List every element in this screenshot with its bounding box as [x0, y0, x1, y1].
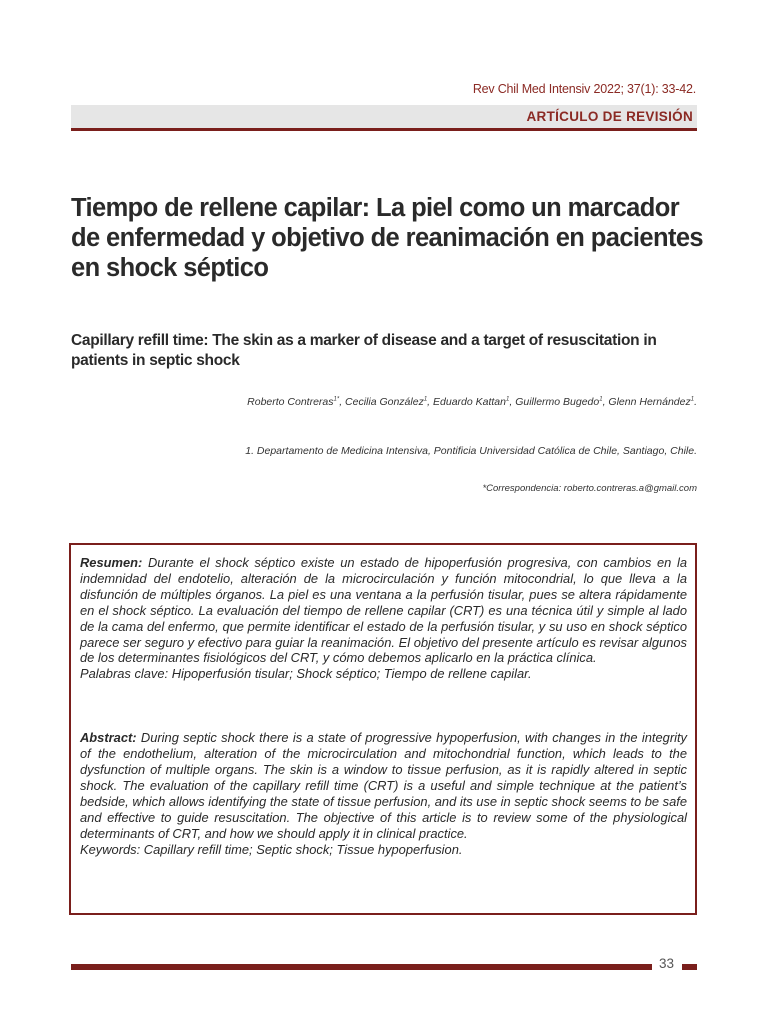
author-affiliation-mark: 1	[506, 396, 510, 403]
abstract-paragraph	[80, 730, 687, 841]
author-list: Roberto Contreras$^{1*}$, Cecilia González$^1$, Eduardo Kattan$^1$, Guillermo Bugedo$^1$, Glenn Hernández$^1$.	[247, 396, 697, 408]
abstract-keywords: Keywords: Capillary refill time; Septic shock; Tissue hypoperfusion.	[80, 841, 463, 857]
resumen-text: Durante el shock séptico existe un estado de hipoperfusión progresiva, con cambios en la indemnidad del endotelio, alteración de la microcirculación y función mitocondrial, lo que lleva a la disfunción de múltiples órganos. La piel es una ventana a la perfusión tisular, pues se altera rápidamente en el shock séptico. La evaluación del tiempo de rellene capilar (CRT) es una técnica útil y simple al lado de la cama del enfermo, que permite identificar el estado de la perfusión tisular, y su uso en shock séptico parece ser seguro y efectivo para guiar la reanimación. El objetivo del presente artículo es revisar algunos de los determinantes fisiológicos del CRT, y cómo debemos aplicarlo en la práctica clínica.	[80, 555, 687, 666]
resumen-keywords: Palabras clave: Hipoperfusión tisular; Shock séptico; Tiempo de rellene capilar.	[80, 666, 532, 682]
article-title-english: Capillary refill time: The skin as a marker of disease and a target of resuscitation in patients in septic shock	[71, 332, 657, 369]
author-affiliation-mark: 1	[690, 396, 695, 403]
author-name: Cecilia González	[345, 396, 424, 408]
author-name: Roberto Contreras	[247, 396, 334, 408]
correspondence-email: *Correspondencia: roberto.contreras.a@gmail.com	[482, 483, 697, 494]
article-title-spanish: Tiempo de rellene capilar: La piel como un marcador de enfermedad y objetivo de reanimación en pacientes en shock séptico	[71, 194, 704, 282]
author-name: Glenn Hernández	[608, 396, 691, 408]
section-label: ARTÍCULO DE REVISIÓN	[526, 109, 693, 124]
author-affiliation: 1. Departamento de Medicina Intensiva, Pontificia Universidad Católica de Chile, Santiago, Chile.	[245, 445, 697, 457]
author-affiliation-mark: 1*	[333, 396, 340, 403]
resumen-heading: Resumen:	[80, 555, 143, 570]
section-header-bar	[71, 105, 697, 131]
abstract-heading: Abstract:	[80, 730, 137, 746]
author-name: Eduardo Kattan	[433, 396, 506, 408]
author-affiliation-mark: 1	[599, 396, 603, 403]
resumen-paragraph	[80, 555, 687, 666]
footer-rule	[71, 964, 652, 970]
footer-rule-end	[682, 964, 697, 970]
journal-reference: Rev Chil Med Intensiv 2022; 37(1): 33-42.	[472, 82, 696, 96]
abstract-box	[69, 543, 697, 915]
abstract-text: During septic shock there is a state of progressive hypoperfusion, with changes in the integrity of the endothelium, alteration of the microcirculation and mitochondrial function, which leads to the dysfunction of multiple organs. The skin is a window to tissue perfusion, as it is rapidly altered in septic shock. The evaluation of the capillary refill time (CRT) is a useful and simple technique at the patient’s bedside, which allows identifying the state of tissue perfusion, and its use in septic shock seems to be safe and effective to guide resuscitation. The objective of this article is to review some of the physiological determinants of CRT, and how we should apply it in clinical practice.	[80, 730, 687, 841]
page-number: 33	[659, 956, 675, 971]
author-name: Guillermo Bugedo	[515, 396, 600, 408]
author-affiliation-mark: 1	[423, 396, 428, 403]
